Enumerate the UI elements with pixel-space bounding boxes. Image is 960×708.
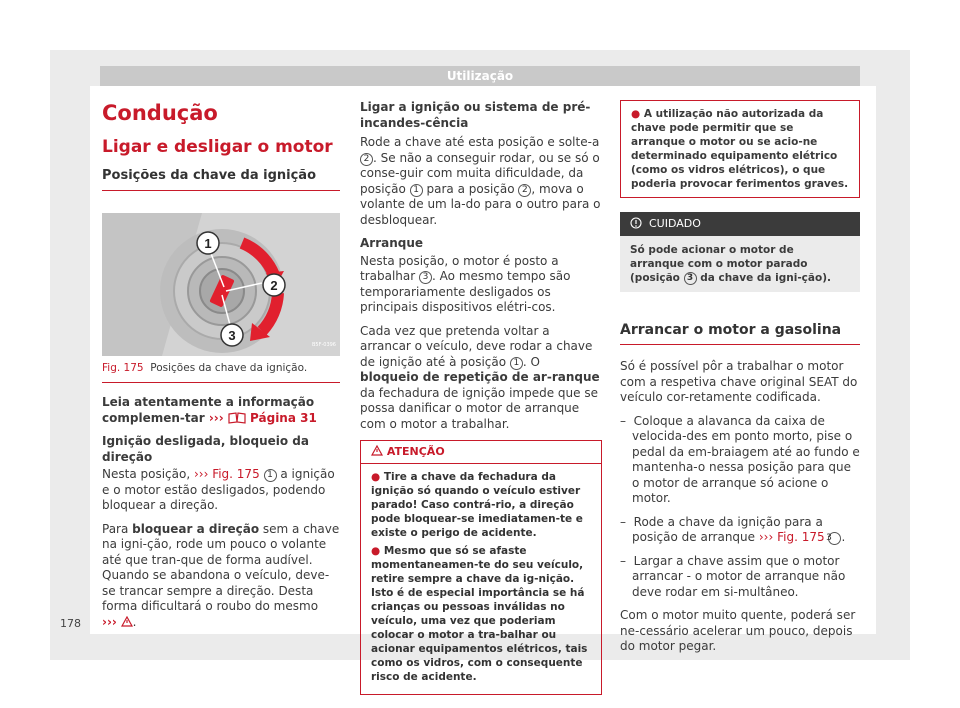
column-3 xyxy=(620,100,860,663)
info-circle-icon xyxy=(630,217,642,229)
step-item: – Rode a chave da ignição para a posição de arranque ››› Fig. 175 3 . xyxy=(620,514,846,544)
caption-text: Posições da chave da ignição. xyxy=(150,361,308,374)
column-1 xyxy=(102,100,340,638)
petrol-intro: Só é possível pôr a trabalhar o motor com a respetiva chave original SEAT do veículo cor-retamente codificada. xyxy=(620,359,858,404)
fig-ref-link[interactable]: ››› Fig. 175 xyxy=(193,467,260,481)
page-number: 178 xyxy=(60,617,81,630)
warning-triangle-icon xyxy=(371,445,383,456)
book-icon xyxy=(228,412,246,424)
warning-item: ● Tire a chave da fechadura da ignição só quando o veículo estiver parado! Caso contrá-rio, a direção pode bloquear-se imediatamen-te e existe o perigo de acidente. xyxy=(371,470,583,539)
running-header: Utilização xyxy=(100,66,860,86)
svg-text:3: 3 xyxy=(228,327,236,343)
ignition-lock-illustration xyxy=(102,213,340,356)
warning-triangle-icon xyxy=(121,616,133,627)
caution-header: CUIDADO xyxy=(620,212,860,236)
warning-continued: ● A utilização não autorizada da chave pode permitir que se arranque o motor ou se acio-ne determinado equipamento elétrico (como os vidros elétricos), o que poderia provocar ferimentos graves. xyxy=(620,100,860,198)
hot-engine-note: Com o motor muito quente, poderá ser ne-cessário acelerar um pouco, depois do motor pegar. xyxy=(620,608,856,653)
ignition-on-text: Rode a chave até esta posição e solte-a 2 . Se não a conseguir rodar, ou se só o conse-guir com muita dificuldade, da posição 1 para a posição 2 , mova o volante de um la-do para o outro para o desbloquear. xyxy=(360,135,601,227)
ignition-on-title: Ligar a ignição ou sistema de pré-incandes-cência xyxy=(360,100,591,130)
restart-text: Cada vez que pretenda voltar a arrancar o veículo, deve rodar a chave de ignição até à posição 1 . O bloqueio de repetição de ar-ranque da fechadura de ignição impede que se possa danificar o motor de arranque com o motor a trabalhar. xyxy=(360,323,600,431)
section-title: Condução xyxy=(102,101,218,125)
position-number: 1 xyxy=(264,469,277,482)
petrol-section-title: Arrancar o motor a gasolina xyxy=(620,318,860,346)
warning-item: ● Mesmo que só se afaste momentaneamen-te do seu veículo, retire sempre a chave da ig-nição. Isto é de especial importância se há crianças ou pessoas inválidas no veículo, uma vez que poderiam colocar o motor a tra-balhar ou acionar equipamentos elétricos, tais como os vidros, com o consequente risco de acidente. xyxy=(371,544,588,683)
lock-steering-text: Para bloquear a direção sem a chave na igni-ção, rode um pouco o volante até que tran-que de forma audível. Quando se abandona o veículo, deve-se trancar sempre a direção. Desta forma dificultará o roubo do mesmo ››› . xyxy=(102,521,340,629)
caution-box xyxy=(620,212,860,292)
warning-body xyxy=(361,464,601,694)
svg-text:2: 2 xyxy=(270,277,278,293)
topic-title: Posições da chave da ignição xyxy=(102,168,340,191)
start-text: Nesta posição, o motor é posto a trabalhar 3 . Ao mesmo tempo são temporariamente desligados os principais dispositivos elétri-cos. xyxy=(360,253,571,314)
column-2 xyxy=(360,100,602,695)
warning-box xyxy=(360,440,602,695)
figure-caption xyxy=(102,356,340,384)
step-item: – Coloque a alavanca da caixa de velocida-des em ponto morto, pise o pedal da em-braiagem até ao fundo e mantenha-o nessa posição para que o motor de arranque só acione o motor. xyxy=(620,413,860,505)
read-page-link[interactable]: Página 31 xyxy=(250,410,317,425)
read-note-arrows: ››› xyxy=(208,410,224,425)
caption-ref: Fig. 175 xyxy=(102,361,144,374)
read-note: Leia atentamente a informação complemen-tar ››› Página 31 xyxy=(102,395,317,425)
subsection-title: Ligar e desligar o motor xyxy=(102,137,333,157)
ignition-key-figure xyxy=(102,213,340,356)
ignition-off-title: Ignição desligada, bloqueio da direção xyxy=(102,434,309,464)
svg-text:1: 1 xyxy=(204,235,212,251)
figure-code: B5F-0396 xyxy=(311,342,336,348)
fig-ref-link[interactable]: ››› Fig. 175 xyxy=(758,530,825,544)
figure-callout-1 xyxy=(197,232,219,254)
caution-body: Só pode acionar o motor de arranque com o motor parado (posição 3 da chave da igni-ção). xyxy=(630,243,831,284)
ignition-off-text: Nesta posição, ››› Fig. 175 1 a ignição e o motor estão desligados, podendo bloquear a direção. xyxy=(102,467,335,512)
step-item: – Largar a chave assim que o motor arrancar - o motor de arranque não deve rodar em si-multâneo. xyxy=(620,553,846,599)
figure-callout-3 xyxy=(221,324,243,346)
figure-callout-2 xyxy=(263,274,285,296)
warning-header: ATENÇÃO xyxy=(361,441,601,464)
start-title: Arranque xyxy=(360,236,424,250)
